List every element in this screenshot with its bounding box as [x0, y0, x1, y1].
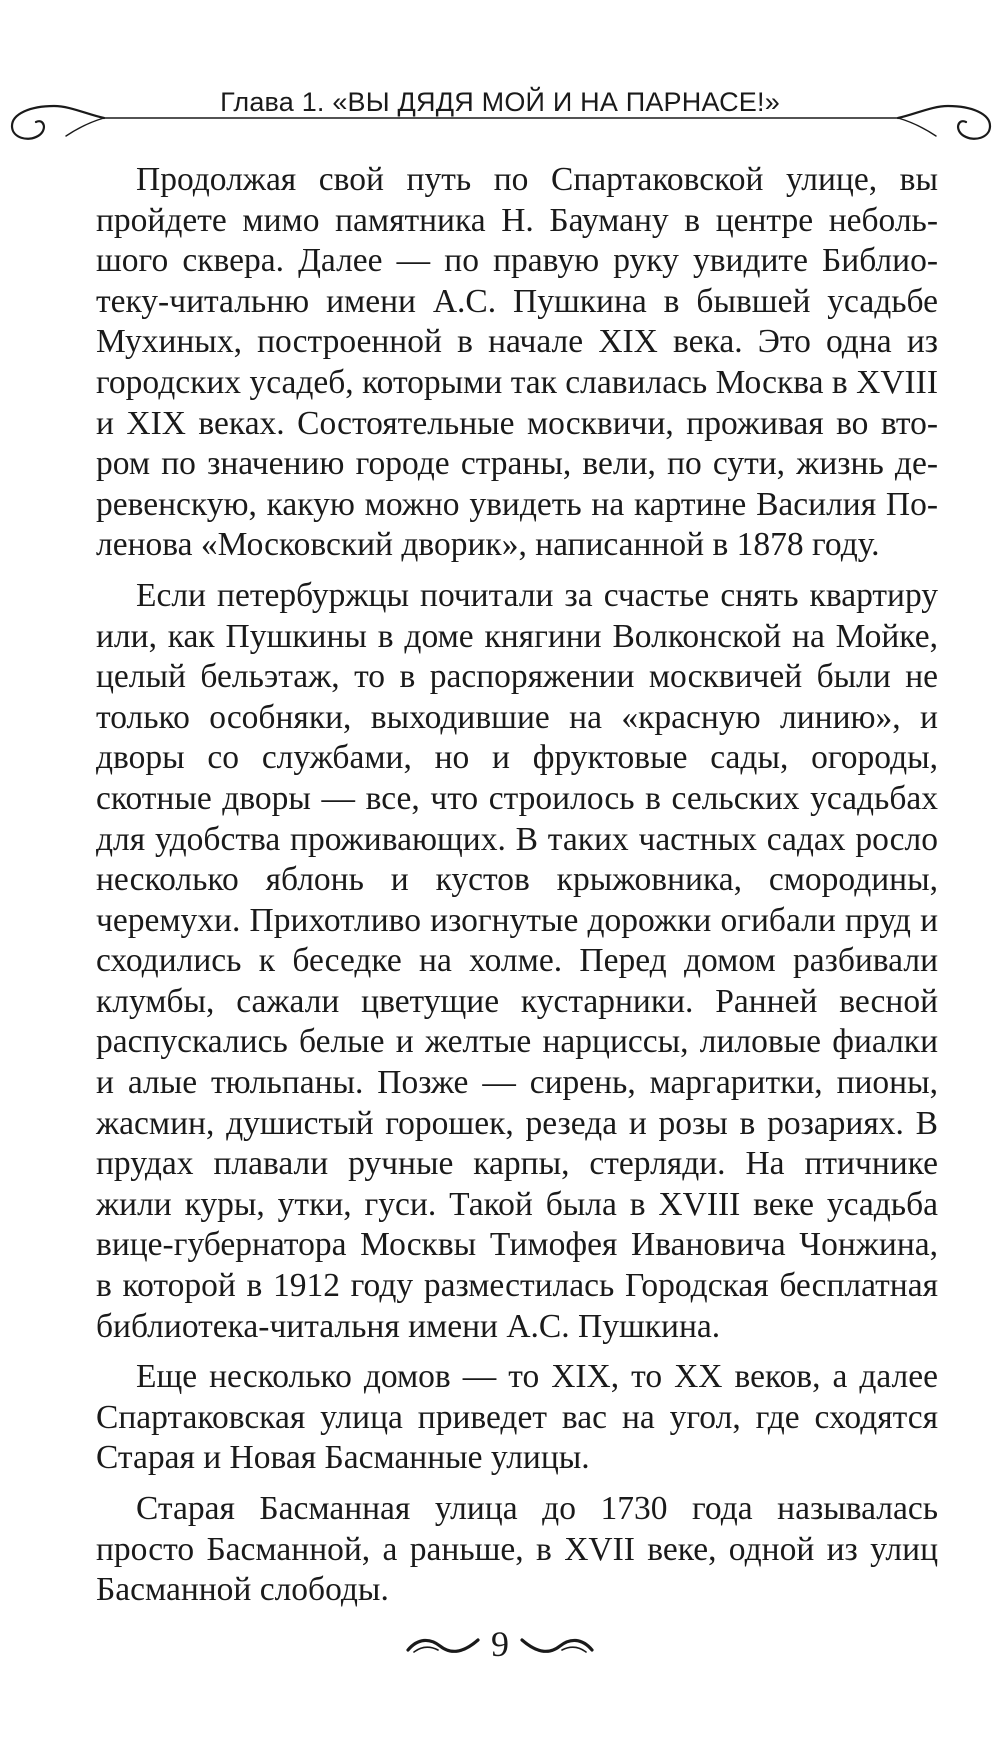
paragraph: Если петербуржцы почитали за счастье снять квартиру или, как Пушкины в доме княгини Волконской на Мойке, целый бельэтаж, то в распоряжении москвичей были не только особняки, выходившие на «красную линию», и дворы со службами, но и фруктовые сады, огороды, скотные дворы — все, что строилось в сельских усадьбах для удобства проживающих. В таких частных садах росло несколько яблонь и кустов крыжовника, смородины, черемухи. Прихотливо изогнутые дорожки огибали пруд и сходились к беседке на холме. Перед домом разбивали клумбы, сажали цветущие кустарники. Ранней весной распускались белые и желтые нарциссы, лиловые фиалки и алые тюльпаны. Позже — сирень, маргаритки, пионы, жасмин, душистый горошек, резеда и розы в розариях. В прудах плавали ручные карпы, стерляди. На птичнике жили куры, утки, гуси. Такой была в XVIII веке усадьба вице-губернатора Москвы Тимофея Ивановича Чонжина, в которой в 1912 году разместилась Городская бесплатная библиотека-читальня имени А.С. Пушкина. — [96, 576, 938, 1345]
header-ornament-rule — [0, 96, 1000, 156]
body-text — [96, 160, 938, 1611]
left-folio-flourish-icon — [404, 1632, 482, 1662]
paragraph: Еще несколько домов — то XIX, то XX веков, а далее Спартаковская улица приведет вас на угол, где сходятся Старая и Новая Басманные улицы. — [96, 1358, 938, 1477]
paragraph: Старая Басманная улица до 1730 года называлась просто Басманной, а раньше, в XVII веке, одной из улиц Басманной слободы. — [96, 1490, 938, 1609]
page-footer — [0, 1622, 1000, 1672]
right-folio-flourish-icon — [518, 1632, 596, 1662]
paragraph: Продолжая свой путь по Спартаковской улице, вы пройдете мимо памятника Н. Бауману в центре небольшого сквера. Далее — по правую руку увидите Библиотеку-читальню имени А.С. Пушкина в бывшей усадьбе Мухиных, построенной в начале XIX века. Это одна из городских усадеб, которыми так славилась Москва в XVIII и XIX веках. Состоятельные москвичи, проживая во втором по значению городе страны, вели, по сути, жизнь деревенскую, какую можно увидеть на картине Василия Поленова «Московский дворик», написанной в 1878 году. — [96, 161, 938, 564]
page-number: 9 — [491, 1624, 509, 1664]
running-head-title: Глава 1. «ВЫ ДЯДЯ МОЙ И НА ПАРНАСЕ!» — [220, 87, 780, 117]
